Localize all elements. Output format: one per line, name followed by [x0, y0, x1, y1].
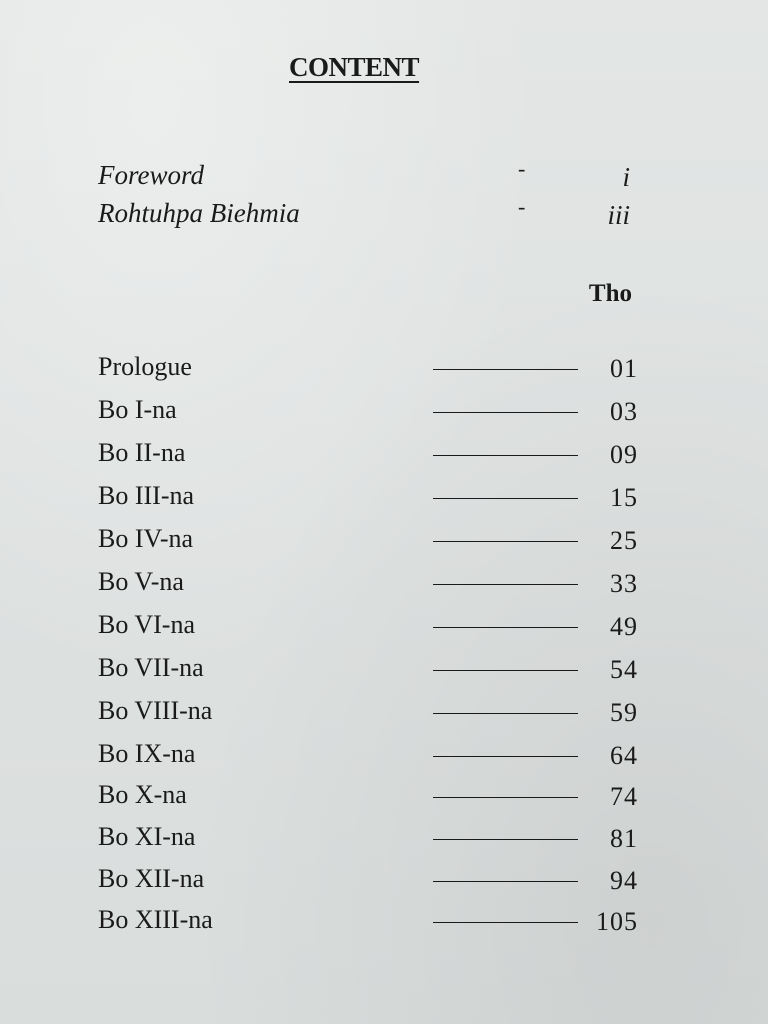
entry-page-number: 03 [610, 397, 638, 426]
list-item [98, 438, 638, 472]
entry-label: Bo XIII-na [98, 905, 213, 934]
list-item [98, 905, 638, 939]
entry-page-number: i [622, 162, 630, 192]
entry-label: Bo V-na [98, 567, 184, 596]
preliminary-entry-foreword [98, 156, 638, 194]
entry-label: Bo II-na [98, 438, 186, 467]
list-item [98, 653, 638, 687]
list-item [98, 822, 638, 856]
leader-line [433, 922, 578, 923]
page-column-label: Tho [588, 280, 632, 307]
leader-line [433, 670, 578, 671]
entry-page-number: 49 [610, 612, 638, 641]
entry-label: Bo IV-na [98, 524, 194, 553]
entry-page-number: 59 [610, 698, 638, 727]
leader-line [433, 455, 578, 456]
leader-line [433, 839, 578, 840]
entry-label: Prologue [98, 352, 192, 381]
entry-page-number: iii [607, 200, 630, 230]
entry-page-number: 54 [610, 655, 638, 684]
entry-label: Bo XI-na [98, 822, 196, 851]
entry-label: Bo XII-na [98, 864, 205, 893]
entry-page-number: 09 [610, 440, 638, 469]
leader-line [433, 541, 578, 542]
entry-label: Bo VII-na [98, 653, 204, 682]
leader-line [433, 412, 578, 413]
leader-line [433, 498, 578, 499]
entry-page-number: 25 [610, 526, 638, 555]
leader-line [433, 627, 578, 628]
entry-label: Bo VIII-na [98, 696, 213, 725]
entry-label: Bo III-na [98, 481, 195, 510]
list-item [98, 739, 638, 773]
preliminary-entry-rohtuhpa-biehmia [98, 194, 638, 232]
page-title: CONTENT [289, 52, 420, 82]
leader-line [433, 756, 578, 757]
list-item [98, 780, 638, 814]
list-item [98, 864, 638, 898]
leader-line [433, 797, 578, 798]
entry-page-number: 74 [610, 782, 638, 811]
entry-page-number: 105 [596, 907, 638, 936]
leader-line [433, 881, 578, 882]
list-item [98, 696, 638, 730]
entry-page-number: 01 [610, 354, 638, 383]
entry-label: Bo VI-na [98, 610, 196, 639]
list-item [98, 395, 638, 429]
leader-line [433, 713, 578, 714]
entry-separator: - [518, 194, 526, 219]
list-item [98, 524, 638, 558]
leader-line [433, 369, 578, 370]
list-item [98, 610, 638, 644]
entry-page-number: 33 [610, 569, 638, 598]
entry-label: Rohtuhpa Biehmia [98, 198, 300, 228]
entry-page-number: 64 [610, 741, 638, 770]
list-item [98, 352, 638, 386]
list-item [98, 567, 638, 601]
entry-page-number: 15 [610, 483, 638, 512]
leader-line [433, 584, 578, 585]
entry-label: Bo I-na [98, 395, 177, 424]
list-item [98, 481, 638, 515]
entry-label: Foreword [98, 160, 204, 190]
entry-separator: - [518, 156, 526, 181]
entry-page-number: 94 [610, 866, 638, 895]
entry-label: Bo IX-na [98, 739, 196, 768]
entry-label: Bo X-na [98, 780, 187, 809]
entry-page-number: 81 [610, 824, 638, 853]
